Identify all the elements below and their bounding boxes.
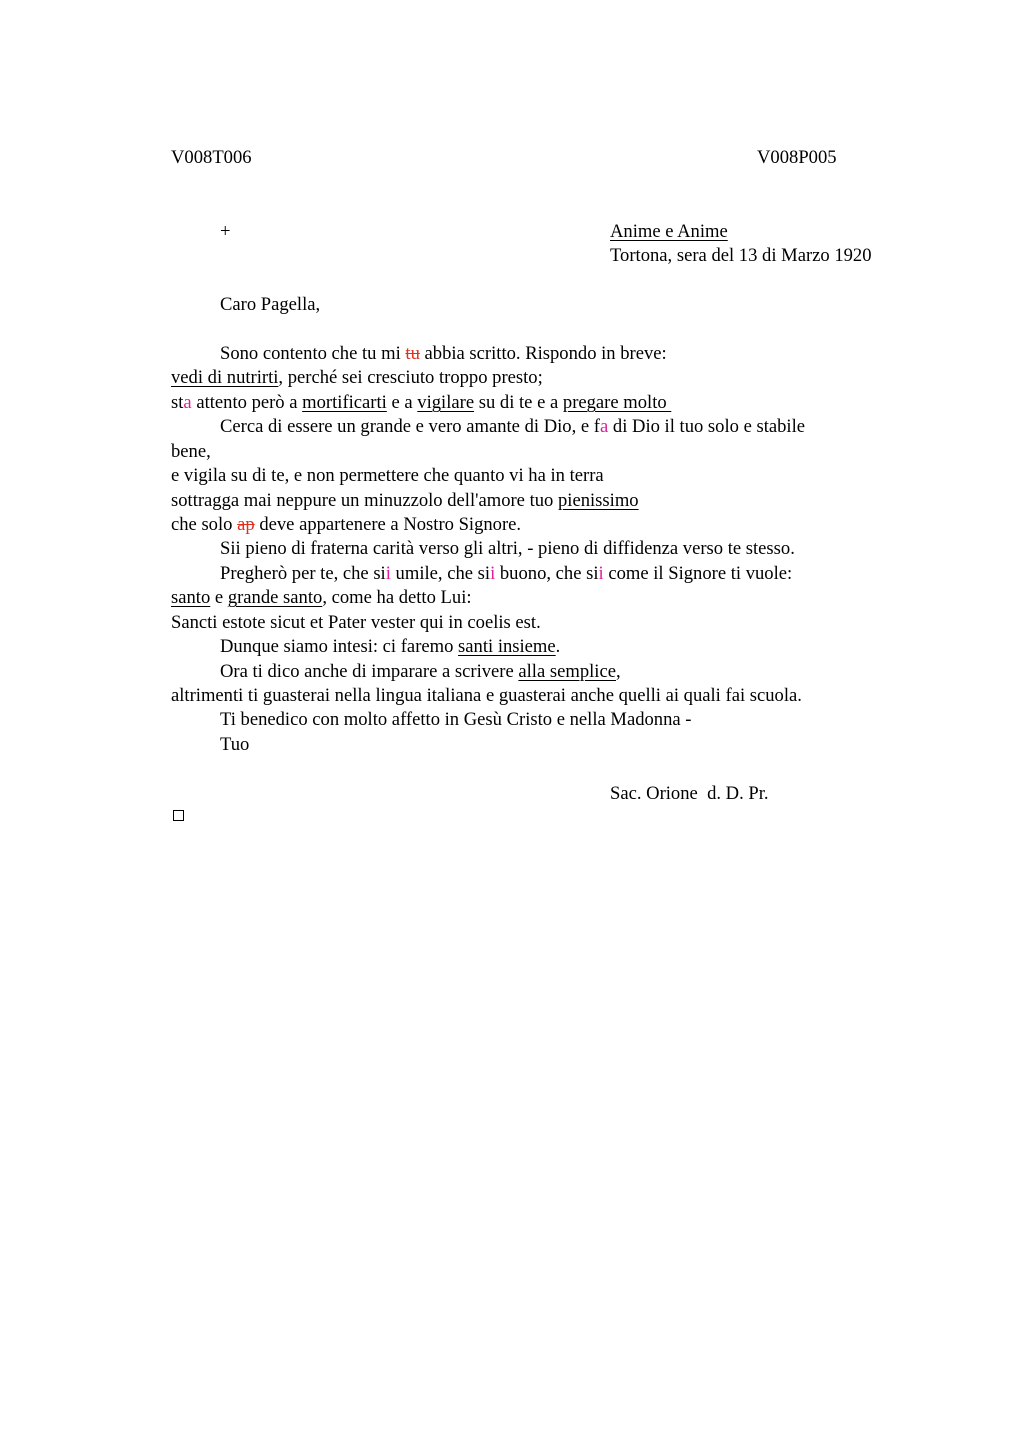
insertion-mark: i: [598, 563, 604, 584]
underlined-phrase: pienissimo: [558, 490, 639, 511]
insertion-mark: i: [385, 563, 391, 584]
underlined-phrase: vedi di nutrirti: [171, 367, 279, 388]
text-line: sottragga mai neppure un minuzzolo dell'amore tuo pienissimo: [171, 490, 639, 511]
text-line: sta attento però a mortificarti e a vigilare su di te e a pregare molto: [171, 392, 672, 413]
underlined-phrase: vigilare: [417, 392, 475, 413]
place-date: Tortona, sera del 13 di Marzo 1920: [610, 245, 872, 266]
document-title: Anime e Anime: [610, 221, 728, 242]
text-line: Pregherò per te, che sii umile, che sii buono, che sii come il Signore ti vuole:: [220, 563, 793, 584]
signature: Sac. Orione d. D. Pr.: [610, 783, 769, 804]
cross-symbol: +: [220, 221, 231, 242]
text-line: Sancti estote sicut et Pater vester qui in coelis est.: [171, 612, 541, 633]
text-line: che solo ap deve appartenere a Nostro Signore.: [171, 514, 522, 535]
text-line: santo e grande santo, come ha detto Lui:: [171, 587, 472, 608]
text-line: bene,: [171, 441, 211, 462]
underlined-phrase: pregare molto: [562, 392, 672, 413]
underlined-phrase: mortificarti: [302, 392, 387, 413]
text-line: e vigila su di te, e non permettere che quanto vi ha in terra: [171, 465, 604, 486]
end-marker-box: [173, 810, 184, 821]
text-line: Cerca di essere un grande e vero amante di Dio, e fa di Dio il tuo solo e stabile: [220, 416, 806, 437]
underlined-phrase: santi insieme: [458, 636, 556, 657]
right-archive-code: V008P005: [757, 147, 837, 168]
text-line: Ora ti dico anche di imparare a scrivere alla semplice,: [220, 661, 621, 682]
insertion-mark: i: [490, 563, 496, 584]
text-line: Sii pieno di fraterna carità verso gli altri, - pieno di diffidenza verso te stesso.: [220, 538, 795, 559]
salutation: Caro Pagella,: [220, 294, 321, 315]
text-line: Sono contento che tu mi tu abbia scritto. Rispondo in breve:: [220, 343, 667, 364]
deletion-mark: tu: [405, 343, 420, 364]
deletion-mark: ap: [237, 514, 255, 535]
underlined-phrase: grande santo: [227, 587, 323, 608]
underlined-phrase: alla semplice: [518, 661, 616, 682]
text-line: Dunque siamo intesi: ci faremo santi insieme.: [220, 636, 561, 657]
text-line: Ti benedico con molto affetto in Gesù Cristo e nella Madonna -: [220, 709, 692, 730]
text-line: vedi di nutrirti, perché sei cresciuto troppo presto;: [171, 367, 543, 388]
insertion-mark: a: [183, 392, 192, 413]
text-line: altrimenti ti guasterai nella lingua italiana e guasterai anche quelli ai quali fai scuola.: [171, 685, 802, 706]
left-archive-code: V008T006: [171, 147, 252, 168]
underlined-phrase: santo: [171, 587, 211, 608]
text-line: Tuo: [220, 734, 250, 755]
insertion-mark: a: [599, 416, 609, 437]
